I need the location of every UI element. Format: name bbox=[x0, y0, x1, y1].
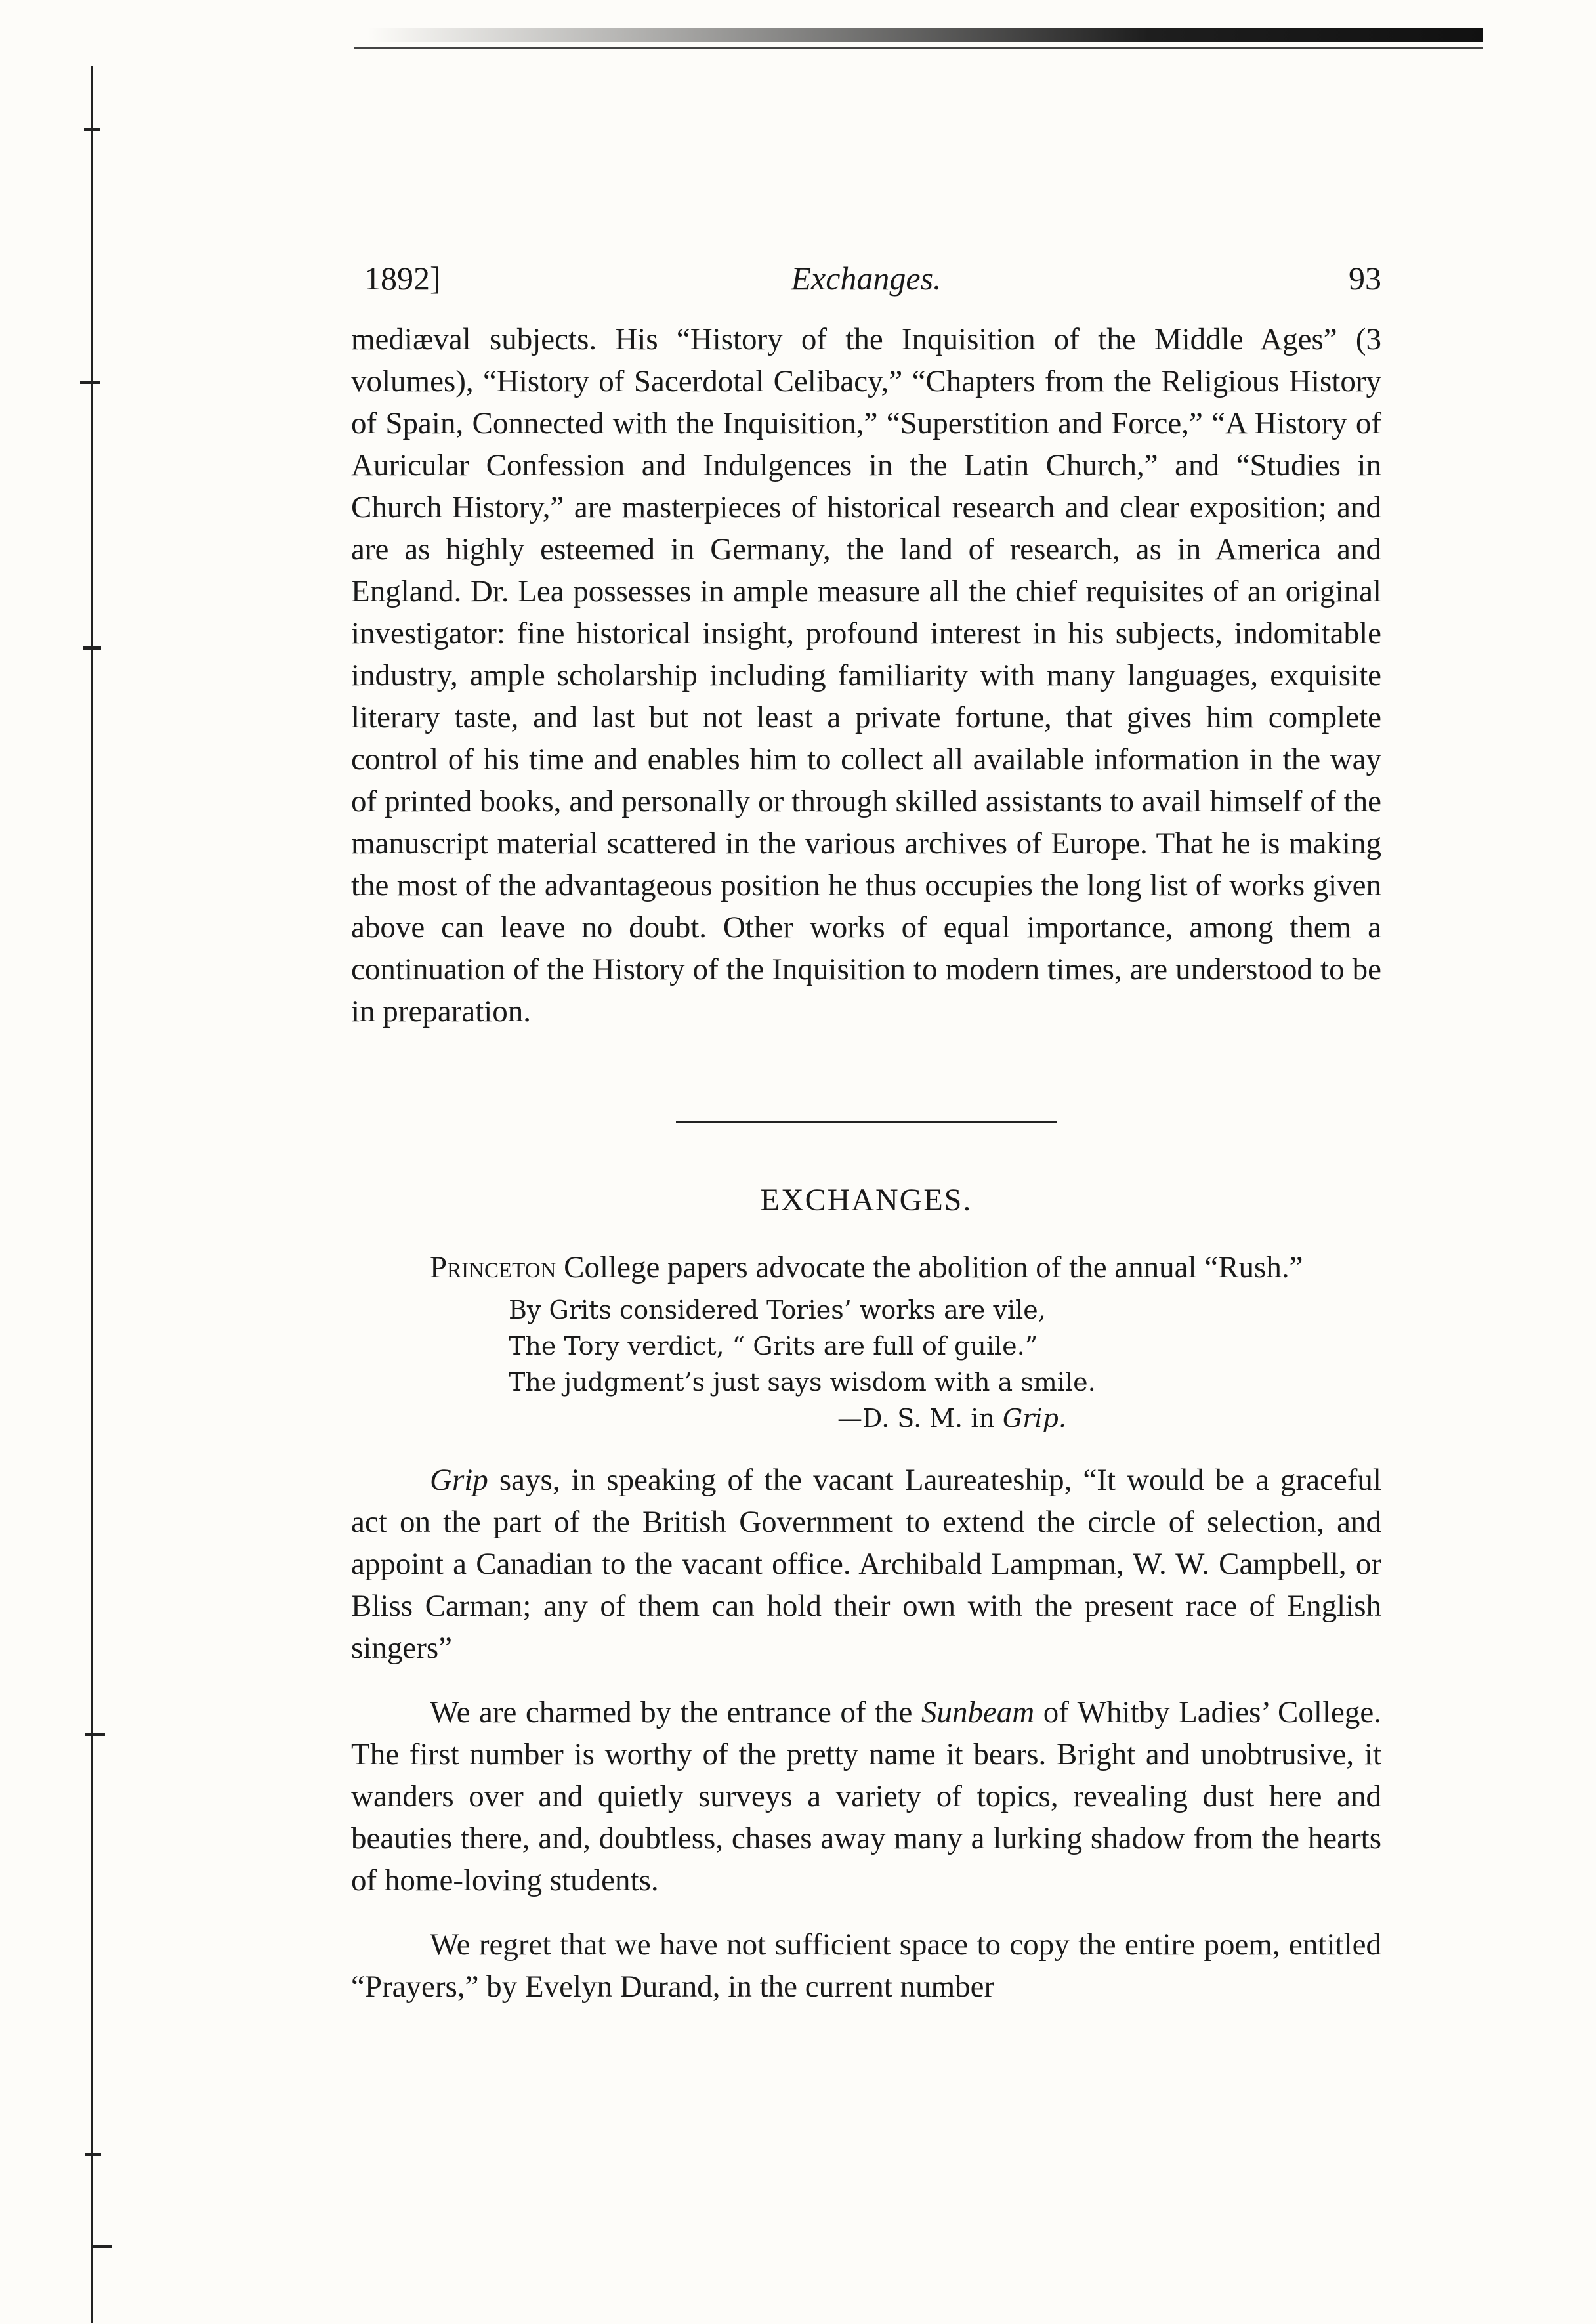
binding-mark bbox=[84, 128, 100, 131]
poem-line: By Grits considered Tories’ works are vile, bbox=[509, 1296, 1046, 1324]
poem-line: The judgment’s just says wisdom with a smile. bbox=[509, 1368, 1096, 1397]
paragraph-prayers: We regret that we have not sufficient space to copy the entire poem, entitled “Prayers,” by Evelyn Durand, in the current number bbox=[351, 1928, 1381, 2004]
paragraph-grip bbox=[351, 1459, 1381, 1669]
attribution-source: Grip. bbox=[1002, 1404, 1066, 1433]
attribution-prefix: —D. S. M. in bbox=[837, 1404, 1003, 1433]
header-year: 1892] bbox=[364, 260, 441, 297]
binding-mark bbox=[80, 381, 100, 384]
binding-mark bbox=[83, 646, 101, 650]
page-number: 93 bbox=[1349, 260, 1381, 297]
poem-attribution bbox=[351, 1401, 1066, 1437]
paragraph-text: says, in speaking of the vacant Laureateship, “It would be a graceful act on the part of the British Government to extend the circle of selection, and appoint a Canadian to the vacant office. Archibald Lampman, W. W. Campbell, or Bliss Carman; any of them can hold their own with the present race of English singers” bbox=[351, 1463, 1381, 1665]
paragraph-text: College papers advocate the abolition of the annual “Rush.” bbox=[556, 1250, 1303, 1284]
paragraph-lead: Princeton bbox=[430, 1250, 556, 1284]
binding-mark bbox=[85, 1733, 105, 1736]
paragraph-sunbeam bbox=[351, 1691, 1381, 1901]
section-divider bbox=[676, 1121, 1057, 1123]
continuation-paragraph: mediæval subjects. His “History of the Inquisition of the Middle Ages” (3 volumes), “History of Sacerdotal Celibacy,” “Chapters from the Religious History of Spain, Connected with the Inquisition,” “Superstition and Force,” “A History of Auricular Confession and Indulgences in the Latin Church,” and “Studies in Church History,” are masterpieces of historical research and clear exposition; and are as highly esteemed in Germany, the land of research, as in America and England. Dr. Lea possesses in ample measure all the chief requisites of an original investigator: fine historical insight, profound interest in his subjects, indomitable industry, ample scholarship including familiarity with many languages, exquisite literary taste, and last but not least a private fortune, that gives him complete control of his time and enables him to collect all available information in the way of printed books, and personally or through skilled assistants to avail himself of the manuscript material scattered in the various archives of Europe. That he is making the most of the advantageous position he thus occupies the long list of works given above can leave no doubt. Other works of equal importance, among them a continuation of the History of the Inquisition to modern times, are understood to be in preparation. bbox=[351, 322, 1381, 1028]
top-scan-rule bbox=[368, 28, 1483, 42]
page-content bbox=[351, 259, 1381, 2008]
poem-line: The Tory verdict, “ Grits are full of guile.” bbox=[509, 1332, 1038, 1361]
paragraph-princeton bbox=[351, 1246, 1381, 1288]
header-section-title: Exchanges. bbox=[791, 260, 942, 297]
publication-title: Sunbeam bbox=[921, 1695, 1035, 1729]
poem-block bbox=[509, 1292, 1381, 1401]
binding-mark bbox=[92, 2245, 112, 2248]
paragraph-text: of Whitby Ladies’ College. The first number is worthy of the pretty name it bears. Bright and unobtrusive, it wanders over and quietly surveys a variety of topics, revealing dust here and beauties there, and, doubtless, chases away many a lurking shadow from the hearts of home-loving students. bbox=[351, 1695, 1381, 1897]
paragraph-text: We are charmed by the entrance of the bbox=[430, 1695, 921, 1729]
running-head bbox=[351, 259, 1381, 318]
paragraph-lead: Grip bbox=[430, 1463, 488, 1497]
binding-edge bbox=[91, 66, 93, 2323]
section-heading: EXCHANGES. bbox=[760, 1183, 973, 1217]
top-thin-rule bbox=[354, 47, 1483, 49]
binding-mark bbox=[85, 2153, 101, 2156]
